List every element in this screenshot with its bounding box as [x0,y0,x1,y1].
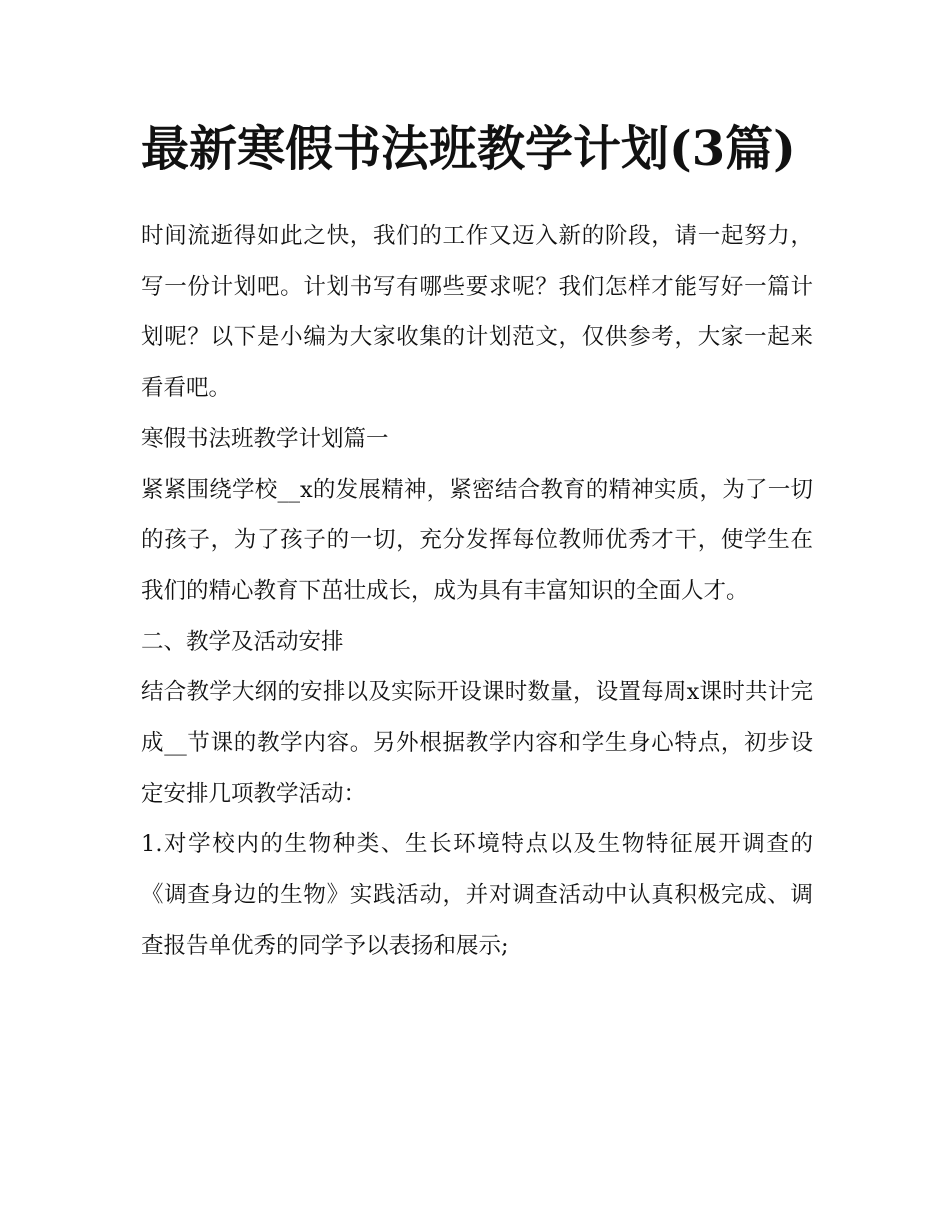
list-item: 1.对学校内的生物种类、生长环境特点以及生物特征展开调查的《调查身边的生物》实践活动，并对调查活动中认真积极完成、调查报告单优秀的同学予以表扬和展示; [141,831,813,959]
body-paragraph: 结合教学大纲的安排以及实际开设课时数量，设置每周x课时共计完成__节课的教学内容。另外根据教学内容和学生身心特点，初步设定安排几项教学活动： [141,679,813,807]
document-body [141,112,813,972]
body-paragraph: 紧紧围绕学校__x的发展精神，紧密结合教育的精神实质，为了一切的孩子，为了孩子的一切，充分发挥每位教师优秀才干，使学生在我们的精心教育下茁壮成长，成为具有丰富知识的全面人才。 [141,476,813,604]
section-heading-teaching-activities: 二、教学及活动安排 [141,628,344,655]
page-title: 最新寒假书法班教学计划(3篇) [141,121,796,177]
intro-paragraph: 时间流逝得如此之快，我们的工作又迈入新的阶段，请一起努力，写一份计划吧。计划书写有哪些要求呢？我们怎样才能写好一篇计划呢？以下是小编为大家收集的计划范文，仅供参考，大家一起来看看吧。 [141,223,813,402]
section-heading-part-one: 寒假书法班教学计划篇一 [141,425,389,452]
